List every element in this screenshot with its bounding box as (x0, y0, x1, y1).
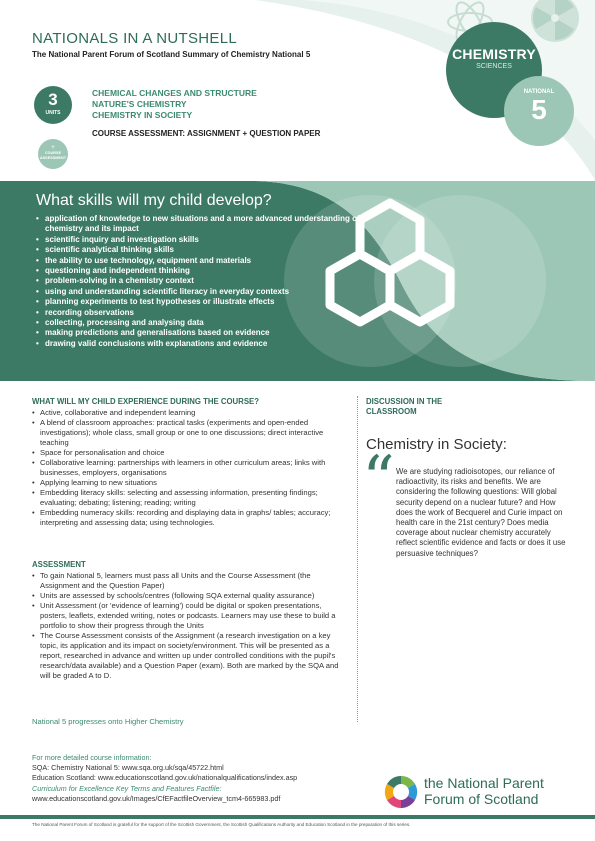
units-badge (34, 86, 72, 124)
units-count: 3 (48, 90, 58, 109)
assessment-item: • Unit Assessment (or 'evidence of learning') could be digital or spoken presentations, posters, leaflets, extended writing, notes or podcasts. Learners may use these to build a portfolio to show their progress through the Units (32, 601, 348, 631)
plus-icon: + (51, 145, 55, 151)
course-badge-line2: ASSESSMENT (39, 155, 67, 160)
discussion-heading (366, 397, 476, 417)
skill-item: • scientific analytical thinking skills (36, 245, 366, 255)
experience-heading: WHAT WILL MY CHILD EXPERIENCE DURING THE COURSE? (32, 397, 259, 406)
skill-item: • recording observations (36, 308, 366, 318)
column-divider (357, 396, 358, 722)
level-label: NATIONAL (523, 89, 555, 95)
page-subtitle: The National Parent Forum of Scotland Summary of Chemistry National 5 (32, 50, 311, 59)
experience-list (32, 408, 348, 528)
skills-list (36, 214, 366, 349)
discussion-heading-line2: CLASSROOM (366, 407, 417, 416)
skill-item: • application of knowledge to new situations and a more advanced understanding of chemistry and its impact (36, 214, 366, 235)
skill-item: • problem-solving in a chemistry context (36, 276, 366, 286)
level-number: 5 (531, 94, 547, 125)
unit-list (92, 88, 257, 121)
assessment-list (32, 571, 348, 681)
skill-item: • questioning and independent thinking (36, 266, 366, 276)
assessment-item: • The Course Assessment consists of the Assignment (a research investigation on a key topic, its application and its impact on society/environment. This will be presented as a report, researched in advance and written up under controlled conditions with the pupil's research/data available) and a Question Paper (exam). Both are marked by the SQA and will be graded A to D. (32, 631, 348, 681)
units-label: UNITS (45, 110, 61, 116)
skill-item: • using and understanding scientific literacy in everyday contexts (36, 287, 366, 297)
subject-sub: SCIENCES (476, 63, 512, 70)
level-badge (504, 76, 574, 146)
experience-item: • Applying learning to new situations (32, 478, 348, 488)
experience-item: • A blend of classroom approaches: practical tasks (experiments and open-ended investigations); whole class, small group or one to one discussions; direct interactive teaching (32, 418, 348, 448)
npfs-logo-icon (384, 775, 418, 809)
organisation-name-line1: the National Parent (424, 775, 544, 791)
skill-item: • making predictions and generalisations based on evidence (36, 328, 366, 338)
unit-item: CHEMICAL CHANGES AND STRUCTURE (92, 88, 257, 98)
experience-item: • Collaborative learning: partnerships with learners in other curriculum areas; links with businesses, employers, organisations (32, 458, 348, 478)
progression-note: National 5 progresses onto Higher Chemistry (32, 717, 184, 726)
experience-item: • Space for personalisation and choice (32, 448, 348, 458)
assessment-heading: ASSESSMENT (32, 560, 86, 569)
course-assessment-badge (38, 139, 68, 169)
experience-item: • Embedding literacy skills: selecting and assessing information, presenting findings; evaluating; debating; listening; reading; writing (32, 488, 348, 508)
footer-links (32, 753, 297, 804)
experience-item: • Embedding numeracy skills: recording and displaying data in graphs/ tables; accuracy; interpreting and assessing data; using technologies. (32, 508, 348, 528)
quote-icon: “ (362, 443, 395, 517)
footer-lead: For more detailed course information: (32, 753, 152, 762)
discussion-title: Chemistry in Society: (366, 436, 507, 453)
unit-item: NATURE'S CHEMISTRY (92, 99, 187, 109)
cfe-link[interactable]: www.educationscotland.gov.uk/Images/CfEFactfileOverview_tcm4-665983.pdf (32, 793, 281, 803)
assessment-item: • Units are assessed by schools/centres (following SQA external quality assurance) (32, 591, 348, 601)
discussion-heading-line1: DISCUSSION IN THE (366, 397, 443, 406)
experience-item: • Active, collaborative and independent learning (32, 408, 348, 418)
subject-name: CHEMISTRY (452, 46, 536, 62)
discussion-text: We are studying radioisotopes, our reliance of radioactivity, its risks and benefits. We are considering the following questions: Will global security depend on a nuclear future? and How does the work of Becquerel and Curie impact on health care in the 21st century? Does media coverage about nuclear chemistry accurately reflect scientific evidence and facts or does it use persuasive techniques? (396, 467, 566, 558)
skill-item: • the ability to use technology, equipment and materials (36, 256, 366, 266)
organisation-name (424, 775, 544, 807)
course-badge-line1: COURSE (44, 151, 62, 155)
skill-item: • collecting, processing and analysing data (36, 318, 366, 328)
cfe-label: Curriculum for Excellence Key Terms and Features Factfile: (32, 783, 222, 793)
skill-item: • planning experiments to test hypotheses or illustrate effects (36, 297, 366, 307)
acknowledgement: The National Parent Forum of Scotland is grateful for the support of the Scottish Government, the Scottish Qualifications Authority and Education Scotland in the preparation of this series. (32, 822, 411, 827)
course-assessment-text: COURSE ASSESSMENT: ASSIGNMENT + QUESTION PAPER (92, 129, 321, 138)
skill-item: • drawing valid conclusions with explanations and evidence (36, 339, 366, 349)
organisation-name-line2: Forum of Scotland (424, 791, 539, 807)
skills-title: What skills will my child develop? (36, 192, 272, 209)
sqa-link[interactable]: SQA: Chemistry National 5: www.sqa.org.uk/sqa/45722.html (32, 763, 224, 773)
skill-item: • scientific inquiry and investigation skills (36, 235, 366, 245)
page-title: NATIONALS IN A NUTSHELL (32, 30, 238, 47)
footer-bar (0, 815, 595, 819)
education-scotland-link[interactable]: Education Scotland: www.educationscotland.gov.uk/nationalqualifications/index.asp (32, 773, 298, 783)
unit-item: CHEMISTRY IN SOCIETY (92, 110, 193, 120)
assessment-item: • To gain National 5, learners must pass all Units and the Course Assessment (the Assignment and the Question Paper) (32, 571, 348, 591)
